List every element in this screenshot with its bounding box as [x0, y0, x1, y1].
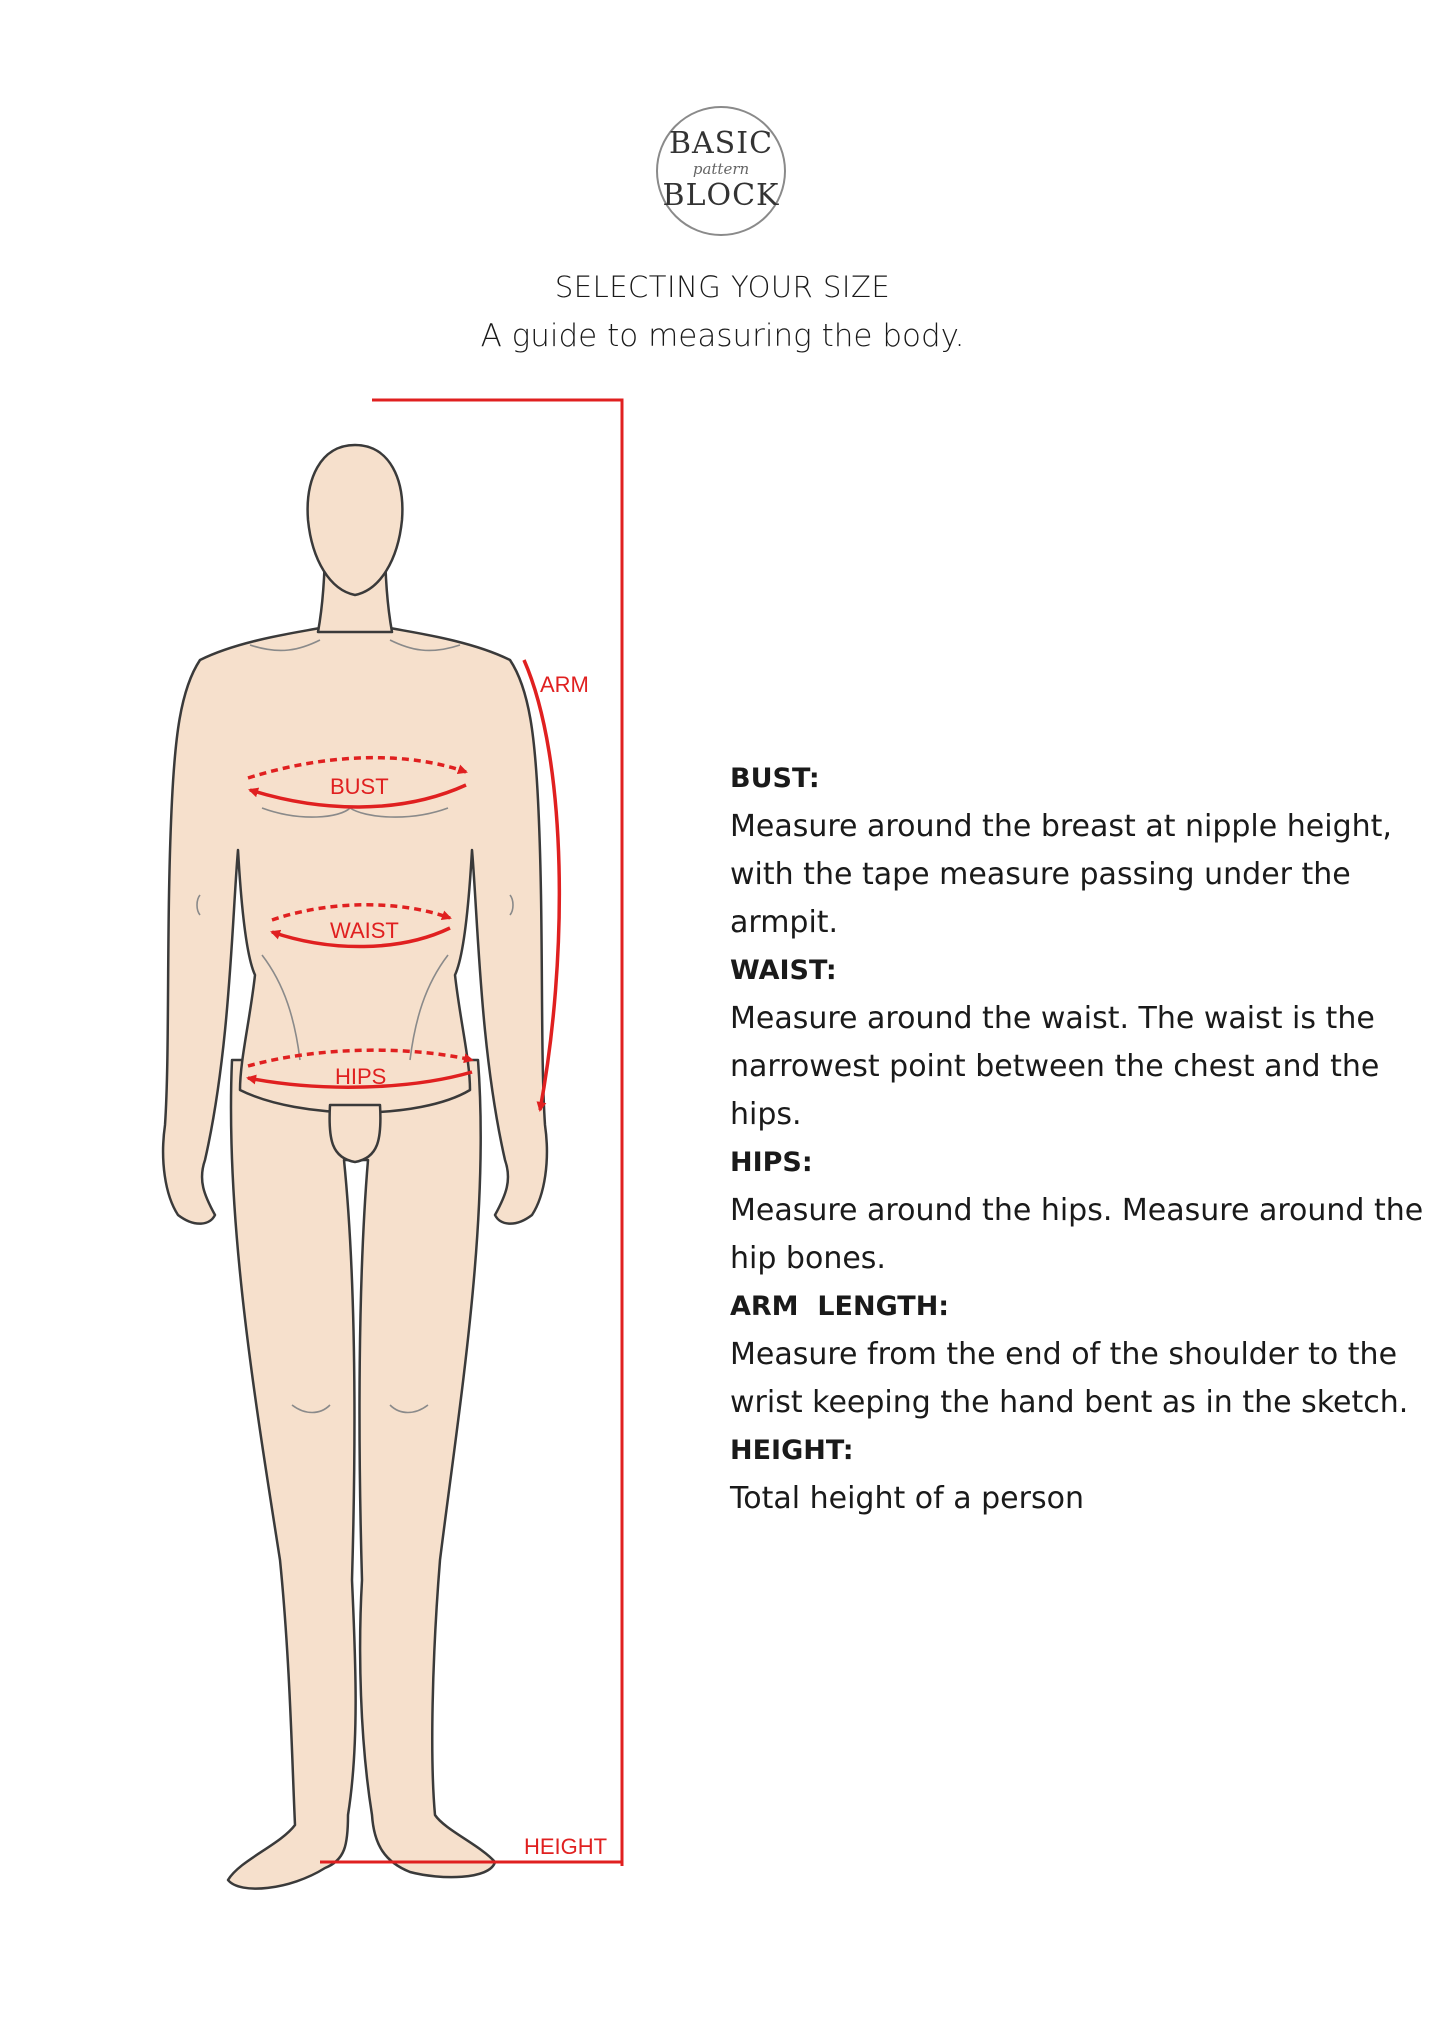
arm-label: ARM — [540, 672, 589, 697]
measurement-description: Measure from the end of the shoulder to the wrist keeping the hand bent as in the sketch. — [730, 1337, 1409, 1420]
measurement-term: WAIST: — [730, 955, 837, 986]
measurement-arm-length — [730, 1283, 1430, 1427]
height-label: HEIGHT — [524, 1834, 608, 1859]
measurement-height — [730, 1427, 1430, 1523]
measurement-term: HIPS: — [730, 1147, 813, 1178]
measurement-description: Measure around the hips. Measure around the hip bones. — [730, 1193, 1424, 1276]
legs-shape — [228, 1060, 495, 1889]
measurement-term: HEIGHT: — [730, 1435, 854, 1466]
hips-label: HIPS — [335, 1064, 387, 1089]
measurement-description: Total height of a person — [730, 1481, 1084, 1516]
waist-label: WAIST — [330, 918, 399, 943]
measurement-description: Measure around the waist. The waist is the narrowest point between the chest and the hips. — [730, 1001, 1380, 1132]
measurement-term: ARM LENGTH: — [730, 1291, 950, 1322]
logo-line-3: BLOCK — [662, 178, 780, 213]
body-silhouette — [163, 445, 547, 1889]
measurement-hips — [730, 1139, 1430, 1283]
measurement-description: Measure around the breast at nipple height, with the tape measure passing under the armpit. — [730, 809, 1392, 940]
page-title: SELECTING YOUR SIZE — [554, 270, 891, 304]
measurement-descriptions — [730, 755, 1430, 1523]
measurement-waist — [730, 947, 1430, 1139]
logo-line-2: pattern — [692, 160, 750, 178]
groin-shape — [330, 1105, 381, 1162]
measurement-bust — [730, 755, 1430, 947]
page-subtitle: A guide to measuring the body. — [480, 318, 965, 354]
logo-line-1: BASIC — [668, 126, 774, 161]
bust-label: BUST — [330, 774, 389, 799]
measurement-term: BUST: — [730, 763, 820, 794]
head-shape — [308, 445, 403, 595]
